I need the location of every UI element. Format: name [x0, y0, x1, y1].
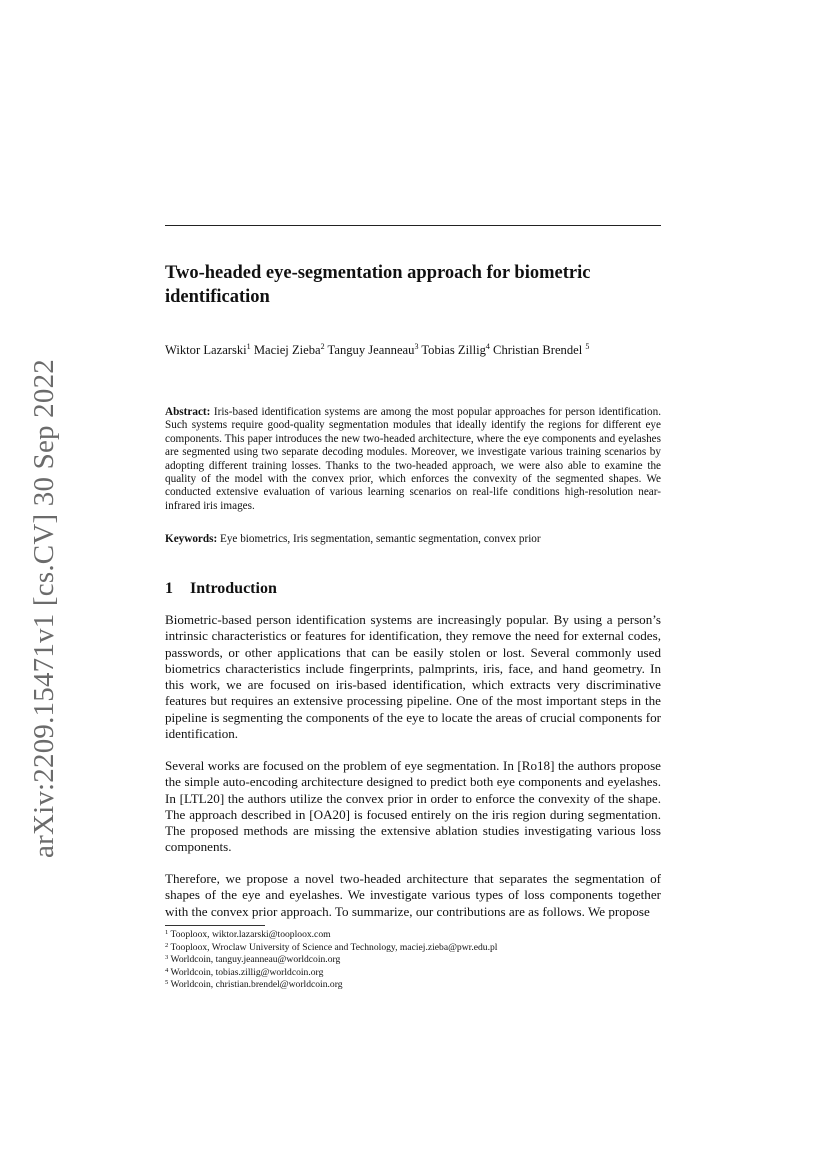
- intro-paragraph: Therefore, we propose a novel two-headed architecture that separates the segmentation of shapes of the eye and eyelashes. We investigate various types of loss components together with the convex prior approach. To summarize, our contributions are as follows. We propose: [165, 871, 661, 919]
- arxiv-side-identifier: [22, 358, 66, 858]
- footnotes: [165, 929, 661, 992]
- section-number: 1: [165, 580, 173, 597]
- footnote: [165, 954, 661, 967]
- footnote-mark: 1: [165, 929, 169, 936]
- intro-paragraph: Several works are focused on the problem of eye segmentation. In [Ro18] the authors propose the simple auto-encoding architecture designed to predict both eye components and eyelashes. In [LTL20] the authors utilize the convex prior in order to enforce the convexity of the shape. The approach described in [OA20] is focused entirely on the iris region during segmentation. The proposed methods are missing the extensive ablation studies investigating various loss components.: [165, 758, 661, 855]
- author-mark: 4: [485, 342, 490, 351]
- author-mark: 3: [414, 342, 419, 351]
- author-mark: 5: [585, 342, 590, 351]
- keywords: [165, 533, 661, 545]
- keywords-label: Keywords:: [165, 533, 218, 545]
- section-heading: [165, 580, 277, 598]
- footnote-rule: [165, 925, 265, 926]
- keywords-text: Eye biometrics, Iris segmentation, semantic segmentation, convex prior: [220, 533, 541, 545]
- author-name: Christian Brendel: [493, 343, 583, 357]
- author-name: Tanguy Jeanneau: [327, 343, 415, 357]
- footnote-mark: 3: [165, 954, 169, 962]
- footnote-text: Worldcoin, tobias.zillig@worldcoin.org: [170, 966, 324, 978]
- author-name: Maciej Zieba: [253, 343, 321, 357]
- paper-title: Two-headed eye-segmentation approach for biometric identification: [165, 263, 591, 307]
- footnote: [165, 979, 661, 992]
- footnote: [165, 967, 661, 980]
- footnote: [165, 929, 661, 942]
- abstract-label: Abstract:: [165, 406, 211, 418]
- footnote-mark: 5: [165, 979, 169, 987]
- intro-paragraph: Biometric-based person identification systems are increasingly popular. By using a person’s intrinsic characteristics or features for identification, they remove the need for external codes, passwords, or other applications that can be easily stolen or lost. Several commonly used biometrics characteristics include fingerprints, palmprints, iris, face, and hand geometry. In this work, we are focused on iris-based identification, which extracts very discriminative features but requires an extensive processing pipeline. One of the most important steps in the pipeline is segmenting the components of the eye to locate the areas of crucial components for identification.: [165, 612, 661, 742]
- abstract-text: Iris-based identification systems are among the most popular approaches for person identification. Such systems require good-quality segmentation modules that ideally identify the regions for different eye components. This paper introduces the new two-headed architecture, where the eye components and eyelashes are segmented using two separate decoding modules. Moreover, we investigate various training scenarios by adopting different training losses. Thanks to the two-headed approach, we were also able to examine the quality of the model with the convex prior, which enforces the convexity of the segmented shapes. We conducted extensive evaluation of various learning scenarios on real-life conditions high-resolution near-infrared iris images.: [165, 406, 661, 512]
- arxiv-identifier-text: arXiv:2209.15471v1 [cs.CV] 30 Sep 2022: [27, 358, 60, 858]
- footnote-text: Tooploox, Wroclaw University of Science and Technology, maciej.zieba@pwr.edu.pl: [170, 941, 498, 953]
- footnote-mark: 4: [165, 966, 169, 974]
- abstract: [165, 406, 661, 513]
- footnote: [165, 942, 661, 955]
- author-name: Tobias Zillig: [421, 343, 486, 357]
- footnote-text: Worldcoin, christian.brendel@worldcoin.org: [170, 979, 343, 991]
- title-top-rule: [165, 225, 661, 226]
- footnote-mark: 2: [165, 941, 169, 949]
- author-list: [165, 343, 589, 358]
- footnote-text: Tooploox, wiktor.lazarski@tooploox.com: [170, 929, 331, 940]
- author-mark: 1: [246, 342, 251, 351]
- section-title: Introduction: [190, 580, 277, 597]
- author-mark: 2: [320, 342, 325, 351]
- author-name: Wiktor Lazarski: [165, 343, 247, 357]
- footnote-text: Worldcoin, tanguy.jeanneau@worldcoin.org: [170, 954, 341, 966]
